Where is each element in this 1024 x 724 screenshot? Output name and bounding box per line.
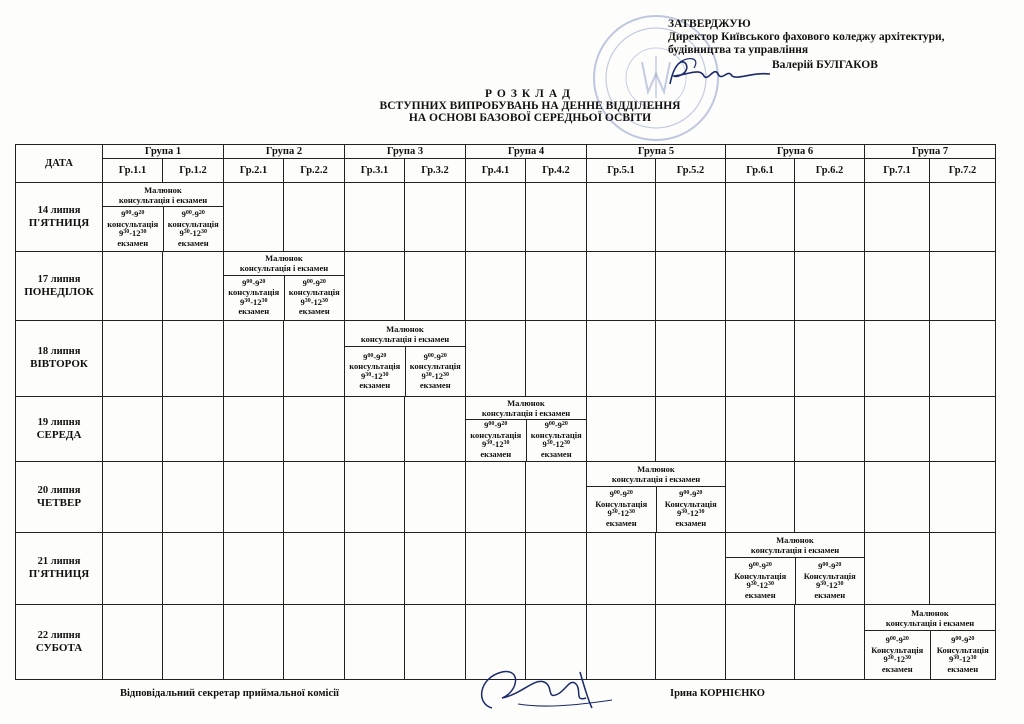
empty-cell (865, 532, 930, 605)
date-cell (16, 605, 103, 680)
consult-time: $9^{00}-9^{20}$ (484, 420, 508, 431)
exam-slot (526, 419, 586, 461)
date-header: ДАТА (16, 145, 103, 183)
exam-heading (726, 533, 864, 558)
empty-cell (405, 461, 466, 532)
exam-block (726, 532, 865, 605)
empty-cell (930, 532, 996, 605)
empty-cell (930, 461, 996, 532)
group-header: Група 1 (103, 145, 224, 159)
consult-label: Консультація (871, 644, 924, 655)
empty-cell (526, 461, 587, 532)
subgroup-header: Гр.7.2 (930, 159, 996, 183)
empty-cell (163, 251, 224, 320)
exam-block (345, 320, 466, 397)
empty-cell (587, 397, 656, 462)
subgroup-header: Гр.6.2 (795, 159, 865, 183)
exam-heading (224, 252, 344, 276)
subgroup-header: Гр.1.1 (103, 159, 163, 183)
empty-cell (163, 461, 224, 532)
subgroup-header: Гр.6.1 (726, 159, 795, 183)
empty-cell (466, 461, 526, 532)
exam-label: екзамен (675, 517, 707, 528)
subgroup-header: Гр.4.2 (526, 159, 587, 183)
consult-time: $9^{00}-9^{20}$ (423, 351, 447, 362)
exam-type: консультація і екзамен (750, 544, 840, 555)
empty-cell (103, 532, 163, 605)
subgroup-header: Гр.1.2 (163, 159, 224, 183)
exam-time: $9^{30}-12^{30}$ (815, 580, 844, 591)
title-basis: НА ОСНОВІ БАЗОВОЇ СЕРЕДНЬОЇ ОСВІТИ (408, 112, 652, 124)
empty-cell (865, 320, 930, 397)
empty-cell (930, 183, 996, 252)
empty-cell (930, 320, 996, 397)
day-date: 17 липня (37, 273, 81, 285)
subgroup-header: Гр.2.1 (224, 159, 284, 183)
day-row (16, 532, 996, 605)
empty-cell (795, 461, 865, 532)
day-date: 22 липня (37, 630, 81, 642)
empty-cell (405, 183, 466, 252)
empty-cell (466, 532, 526, 605)
exam-time: $9^{30}-12^{30}$ (421, 370, 450, 381)
exam-slot (865, 631, 930, 679)
exam-label: екзамен (947, 663, 979, 674)
empty-cell (726, 397, 795, 462)
day-row (16, 461, 996, 532)
group-header: Група 3 (345, 145, 466, 159)
day-row (16, 397, 996, 462)
empty-cell (865, 251, 930, 320)
day-weekday: ВІВТОРОК (30, 358, 88, 371)
exam-label: екзамен (744, 589, 776, 600)
empty-cell (405, 251, 466, 320)
consult-time: $9^{00}-9^{20}$ (302, 277, 326, 288)
empty-cell (587, 320, 656, 397)
exam-time: $9^{30}-12^{30}$ (300, 296, 329, 307)
exam-time: $9^{30}-12^{30}$ (118, 228, 147, 239)
exam-label: екзамен (881, 663, 913, 674)
empty-cell (284, 397, 345, 462)
schedule-table (15, 144, 996, 680)
consult-time: $9^{00}-9^{20}$ (748, 561, 772, 572)
consult-label: консультація (167, 218, 219, 229)
day-weekday: П'ЯТНИЦЯ (28, 217, 90, 230)
approval-institution: будівництва та управління (668, 44, 809, 56)
empty-cell (224, 320, 284, 397)
exam-subject: Малюнок (637, 463, 675, 474)
secretary-signature (462, 664, 622, 718)
consult-time: $9^{00}-9^{20}$ (679, 489, 703, 500)
exam-label: екзамен (177, 237, 209, 248)
exam-time: $9^{30}-12^{30}$ (676, 508, 705, 519)
consult-time: $9^{00}-9^{20}$ (818, 561, 842, 572)
consult-label: Консультація (664, 498, 717, 509)
empty-cell (345, 183, 405, 252)
director-name: Валерій БУЛГАКОВ (772, 59, 878, 71)
document-title (300, 88, 760, 124)
group-header: Група 5 (587, 145, 726, 159)
exam-subject: Малюнок (911, 607, 949, 618)
empty-cell (103, 397, 163, 462)
consult-label: консультація (288, 287, 340, 298)
empty-cell (466, 320, 526, 397)
title-schedule: РОЗКЛАД (484, 88, 576, 100)
exam-type: консультація і екзамен (360, 333, 450, 344)
exam-type: консультація і екзамен (118, 194, 208, 205)
empty-cell (103, 461, 163, 532)
consult-label: Консультація (595, 498, 648, 509)
exam-time: $9^{30}-12^{30}$ (179, 228, 208, 239)
empty-cell (930, 251, 996, 320)
empty-cell (656, 532, 726, 605)
exam-type: консультація і екзамен (885, 617, 975, 628)
exam-slot (345, 347, 405, 396)
consult-label: консультація (107, 218, 159, 229)
empty-cell (795, 605, 865, 680)
group-header: Група 2 (224, 145, 345, 159)
empty-cell (656, 397, 726, 462)
empty-cell (466, 183, 526, 252)
exam-slot (103, 207, 163, 251)
consult-label: Консультація (734, 570, 787, 581)
exam-subject: Малюнок (386, 323, 424, 334)
exam-slot (163, 207, 223, 251)
empty-cell (656, 183, 726, 252)
exam-slot (284, 275, 344, 319)
empty-cell (405, 532, 466, 605)
exam-heading (587, 462, 725, 486)
exam-subject: Малюнок (144, 184, 182, 195)
empty-cell (466, 251, 526, 320)
day-row (16, 251, 996, 320)
approval-position: Директор Київського фахового коледжу архітектури, (668, 31, 945, 43)
empty-cell (284, 461, 345, 532)
consult-time: $9^{00}-9^{20}$ (181, 209, 205, 220)
group-header: Група 6 (726, 145, 865, 159)
exam-subject: Малюнок (776, 534, 814, 545)
exam-slot (224, 275, 284, 319)
empty-cell (224, 397, 284, 462)
consult-label: консультація (470, 429, 522, 440)
exam-time: $9^{30}-12^{30}$ (239, 296, 268, 307)
consult-label: консультація (228, 287, 280, 298)
day-date: 21 липня (37, 556, 81, 568)
date-cell (16, 461, 103, 532)
empty-cell (163, 605, 224, 680)
empty-cell (795, 251, 865, 320)
consult-time: $9^{00}-9^{20}$ (951, 635, 975, 646)
secretary-name: Ірина КОРНІЄНКО (670, 688, 765, 699)
group-header: Група 4 (466, 145, 587, 159)
empty-cell (726, 320, 795, 397)
empty-cell (224, 532, 284, 605)
approval-heading: ЗАТВЕРДЖУЮ (668, 18, 751, 30)
empty-cell (656, 320, 726, 397)
empty-cell (587, 251, 656, 320)
empty-cell (163, 397, 224, 462)
exam-type: консультація і екзамен (481, 408, 571, 419)
empty-cell (865, 461, 930, 532)
exam-type: консультація і екзамен (239, 263, 329, 274)
subgroup-header: Гр.2.2 (284, 159, 345, 183)
empty-cell (345, 397, 405, 462)
consult-label: Консультація (936, 644, 989, 655)
empty-cell (526, 183, 587, 252)
empty-cell (587, 532, 656, 605)
consult-time: $9^{00}-9^{20}$ (544, 420, 568, 431)
empty-cell (103, 320, 163, 397)
empty-cell (795, 320, 865, 397)
approval-block (668, 18, 968, 72)
empty-cell (865, 397, 930, 462)
exam-label: екзамен (814, 589, 846, 600)
exam-slot (930, 631, 995, 679)
empty-cell (224, 461, 284, 532)
day-date: 18 липня (37, 346, 81, 358)
empty-cell (865, 183, 930, 252)
date-cell (16, 251, 103, 320)
empty-cell (224, 183, 284, 252)
consult-time: $9^{00}-9^{20}$ (242, 277, 266, 288)
empty-cell (526, 251, 587, 320)
empty-cell (103, 605, 163, 680)
exam-slot (405, 347, 465, 396)
empty-cell (284, 320, 345, 397)
exam-slot (795, 557, 864, 604)
empty-cell (587, 183, 656, 252)
empty-cell (795, 397, 865, 462)
empty-cell (726, 461, 795, 532)
empty-cell (405, 605, 466, 680)
empty-cell (526, 320, 587, 397)
exam-heading (103, 183, 223, 207)
exam-heading (345, 321, 465, 347)
exam-time: $9^{30}-12^{30}$ (481, 439, 510, 450)
exam-time: $9^{30}-12^{30}$ (542, 439, 571, 450)
exam-label: екзамен (540, 448, 572, 459)
consult-label: консультація (530, 429, 582, 440)
day-weekday: П'ЯТНИЦЯ (28, 568, 90, 581)
day-date: 19 липня (37, 417, 81, 429)
day-date: 20 липня (37, 484, 81, 496)
subgroup-header: Гр.4.1 (466, 159, 526, 183)
empty-cell (930, 397, 996, 462)
exam-time: $9^{30}-12^{30}$ (948, 654, 977, 665)
day-weekday: ЧЕТВЕР (36, 496, 82, 509)
subgroup-header: Гр.5.2 (656, 159, 726, 183)
subgroup-header: Гр.7.1 (865, 159, 930, 183)
group-header: Група 7 (865, 145, 996, 159)
exam-label: екзамен (359, 380, 391, 391)
exam-time: $9^{30}-12^{30}$ (360, 370, 389, 381)
title-subtitle: ВСТУПНИХ ВИПРОБУВАНЬ НА ДЕННЕ ВІДДІЛЕННЯ (379, 100, 681, 112)
exam-time: $9^{30}-12^{30}$ (607, 508, 636, 519)
date-cell (16, 183, 103, 252)
empty-cell (656, 605, 726, 680)
empty-cell (726, 183, 795, 252)
exam-heading (865, 605, 995, 631)
empty-cell (405, 397, 466, 462)
exam-label: екзамен (605, 517, 637, 528)
exam-type: консультація і екзамен (611, 473, 701, 484)
subgroup-header: Гр.3.2 (405, 159, 466, 183)
consult-label: консультація (349, 361, 401, 372)
day-weekday: СЕРЕДА (36, 429, 82, 442)
empty-cell (656, 251, 726, 320)
empty-cell (284, 183, 345, 252)
exam-block (224, 251, 345, 320)
day-row (16, 183, 996, 252)
exam-slot (466, 419, 526, 461)
consult-time: $9^{00}-9^{20}$ (609, 489, 633, 500)
day-row (16, 320, 996, 397)
consult-time: $9^{00}-9^{20}$ (363, 351, 387, 362)
exam-label: екзамен (238, 306, 270, 317)
empty-cell (795, 183, 865, 252)
empty-cell (163, 320, 224, 397)
empty-cell (726, 251, 795, 320)
empty-cell (726, 605, 795, 680)
secretary-role: Відповідальний секретар приймальної комісії (120, 688, 339, 699)
exam-slot (726, 557, 795, 604)
exam-subject: Малюнок (507, 398, 545, 409)
consult-label: консультація (409, 361, 461, 372)
exam-label: екзамен (298, 306, 330, 317)
exam-block (466, 397, 587, 462)
empty-cell (526, 532, 587, 605)
empty-cell (284, 605, 345, 680)
exam-time: $9^{30}-12^{30}$ (746, 580, 775, 591)
empty-cell (345, 605, 405, 680)
exam-heading (466, 397, 586, 419)
day-date: 14 липня (37, 205, 81, 217)
exam-block (103, 183, 224, 252)
consult-time: $9^{00}-9^{20}$ (121, 209, 145, 220)
date-cell (16, 320, 103, 397)
exam-slot (656, 486, 725, 531)
empty-cell (224, 605, 284, 680)
date-cell (16, 532, 103, 605)
exam-slot (587, 486, 656, 531)
empty-cell (284, 532, 345, 605)
exam-label: екзамен (480, 448, 512, 459)
empty-cell (345, 251, 405, 320)
exam-label: екзамен (419, 380, 451, 391)
date-cell (16, 397, 103, 462)
exam-block (587, 461, 726, 532)
subgroup-header: Гр.3.1 (345, 159, 405, 183)
consult-label: Консультація (803, 570, 856, 581)
subgroup-header: Гр.5.1 (587, 159, 656, 183)
empty-cell (163, 532, 224, 605)
empty-cell (345, 532, 405, 605)
exam-time: $9^{30}-12^{30}$ (883, 654, 912, 665)
empty-cell (345, 461, 405, 532)
exam-subject: Малюнок (265, 253, 303, 264)
empty-cell (103, 251, 163, 320)
day-weekday: СУБОТА (35, 642, 83, 655)
consult-time: $9^{00}-9^{20}$ (885, 635, 909, 646)
exam-label: екзамен (117, 237, 149, 248)
day-weekday: ПОНЕДІЛОК (24, 285, 94, 298)
exam-block (865, 605, 996, 680)
